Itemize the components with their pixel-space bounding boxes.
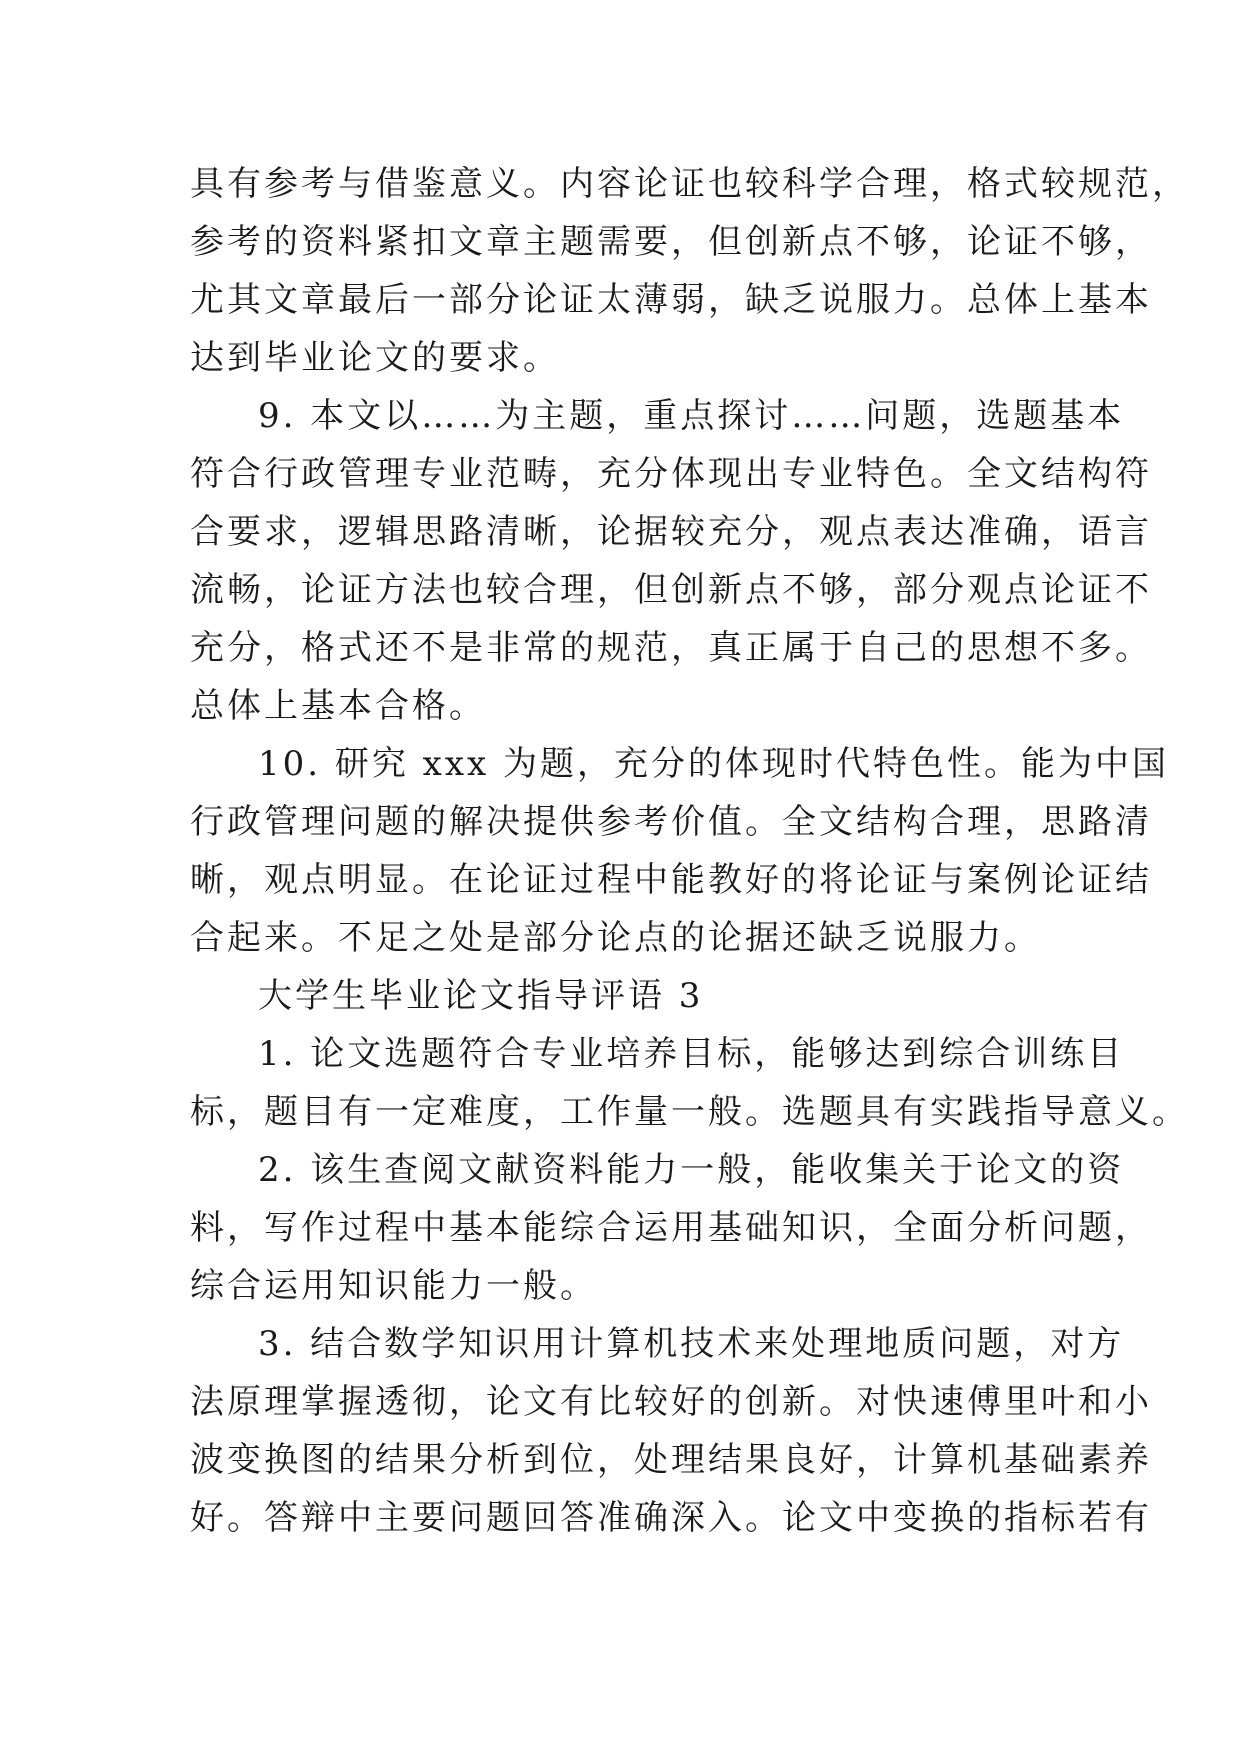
text-line: 好。答辩中主要问题回答准确深入。论文中变换的指标若有	[190, 1498, 1152, 1538]
text-line: 9. 本文以……为主题，重点探讨……问题，选题基本	[258, 396, 1125, 436]
text-line: 尤其文章最后一部分论证太薄弱，缺乏说服力。总体上基本	[190, 280, 1152, 320]
text-line: 1. 论文选题符合专业培养目标，能够达到综合训练目	[258, 1034, 1125, 1074]
text-line: 充分，格式还不是非常的规范，真正属于自己的思想不多。	[190, 628, 1152, 668]
text-line: 参考的资料紧扣文章主题需要，但创新点不够，论证不够，	[190, 222, 1152, 262]
text-line: 流畅，论证方法也较合理，但创新点不够，部分观点论证不	[190, 570, 1152, 610]
text-line: 法原理掌握透彻，论文有比较好的创新。对快速傅里叶和小	[190, 1382, 1152, 1422]
document-body	[190, 155, 1189, 1547]
text-line: 总体上基本合格。	[190, 686, 486, 726]
text-line: 达到毕业论文的要求。	[190, 338, 560, 378]
text-line: 合起来。不足之处是部分论点的论据还缺乏说服力。	[190, 918, 1041, 958]
text-line: 2. 该生查阅文献资料能力一般，能收集关于论文的资	[258, 1150, 1125, 1190]
text-line: 标，题目有一定难度，工作量一般。选题具有实践指导意义。	[190, 1092, 1189, 1132]
text-line: 晰，观点明显。在论证过程中能教好的将论证与案例论证结	[190, 860, 1152, 900]
text-line: 3. 结合数学知识用计算机技术来处理地质问题，对方	[258, 1324, 1125, 1364]
text-line: 行政管理问题的解决提供参考价值。全文结构合理，思路清	[190, 802, 1152, 842]
text-line: 综合运用知识能力一般。	[190, 1266, 597, 1306]
section-heading: 大学生毕业论文指导评语 3	[258, 976, 704, 1016]
text-line: 具有参考与借鉴意义。内容论证也较科学合理，格式较规范，	[190, 164, 1189, 204]
text-line: 料，写作过程中基本能综合运用基础知识，全面分析问题，	[190, 1208, 1152, 1248]
text-line: 10. 研究 xxx 为题，充分的体现时代特色性。能为中国	[258, 744, 1170, 784]
text-line: 波变换图的结果分析到位，处理结果良好，计算机基础素养	[190, 1440, 1152, 1480]
text-line: 合要求，逻辑思路清晰，论据较充分，观点表达准确，语言	[190, 512, 1152, 552]
text-line: 符合行政管理专业范畴，充分体现出专业特色。全文结构符	[190, 454, 1152, 494]
